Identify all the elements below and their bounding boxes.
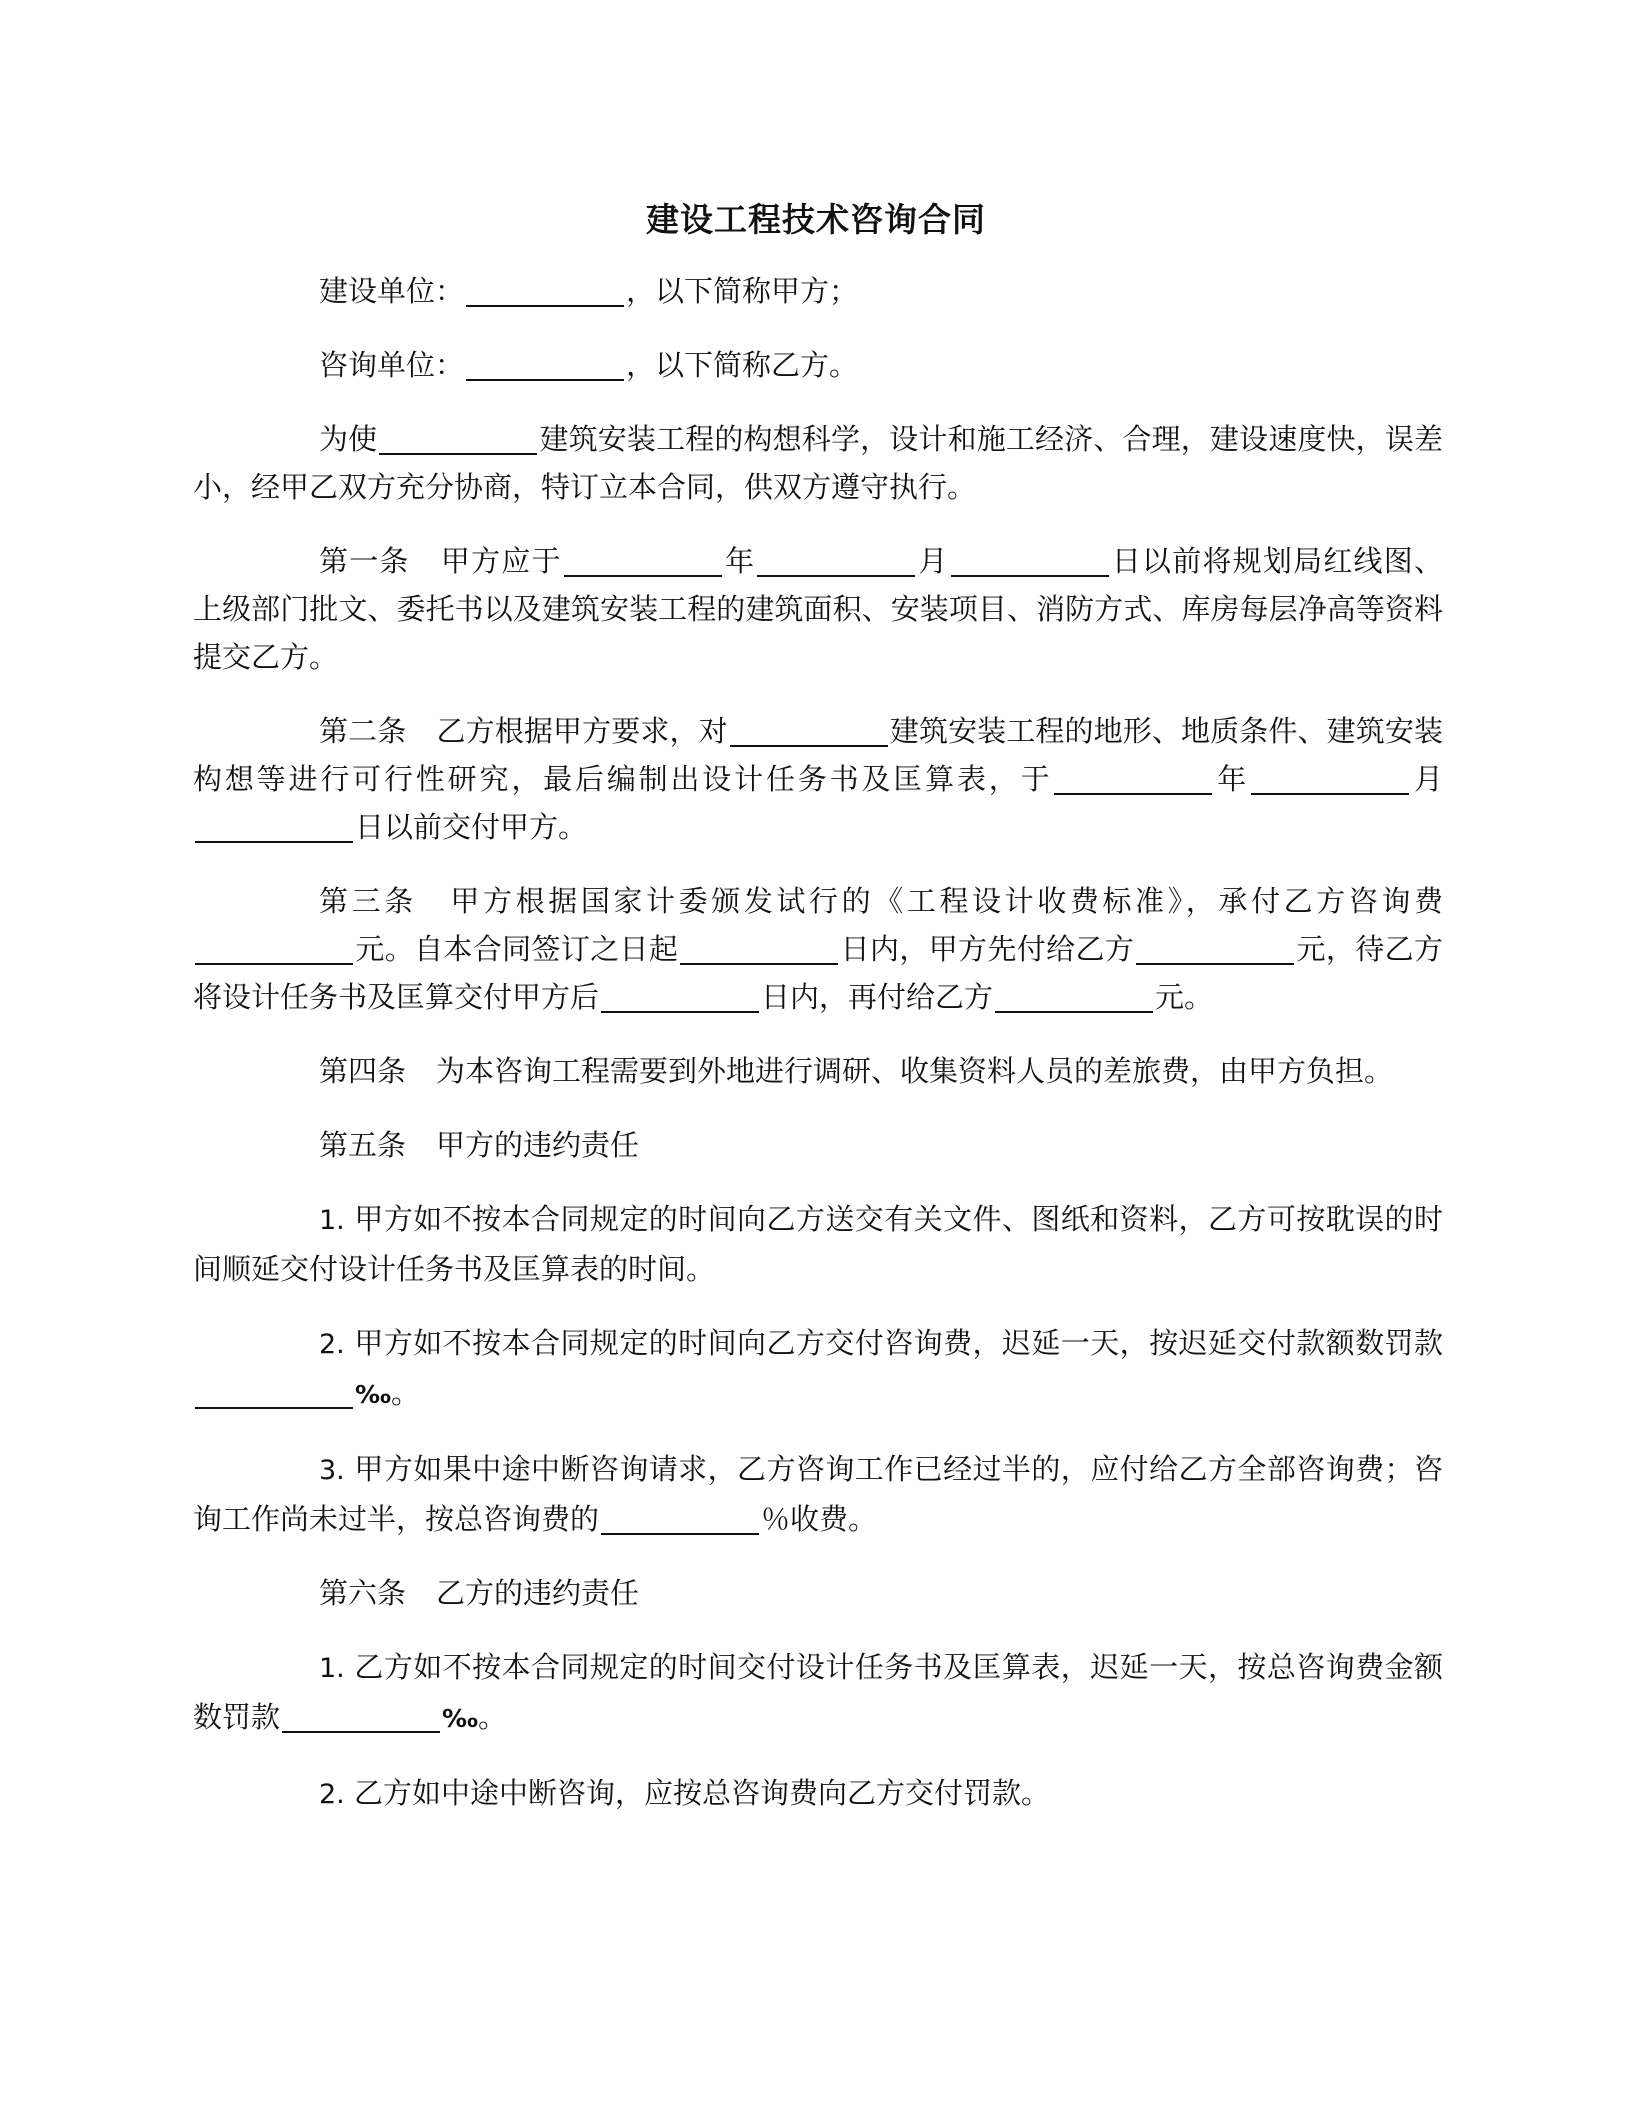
article-2-month: 月 <box>1411 762 1443 796</box>
item-end: 。 <box>478 1700 508 1734</box>
item-number: 2. <box>319 1779 345 1810</box>
item-text: 乙方如中途中断咨询，应按总咨询费向乙方交付罚款。 <box>353 1776 1050 1810</box>
article-1-month-blank <box>757 545 915 577</box>
article-3-heading: 第三条 <box>319 884 417 918</box>
article-2-project-blank <box>730 715 888 747</box>
article-2-day-blank <box>195 811 353 843</box>
party-a-blank <box>466 275 624 307</box>
article-2-heading: 第二条 <box>319 714 407 748</box>
article-2-text-2: 建筑安装工程的地形、地质条件、建筑安装构想等进行可行性研究，最后编制出设计任务书及匡算表，于 <box>193 714 1443 796</box>
article-2-year-blank <box>1054 763 1212 795</box>
article-4 <box>193 1047 1443 1095</box>
article-6-title: 乙方的违约责任 <box>436 1576 640 1610</box>
party-b-label: 咨询单位： <box>319 348 465 382</box>
article-3 <box>193 877 1443 1021</box>
article-5-item-3 <box>193 1445 1443 1543</box>
article-6 <box>193 1569 1443 1617</box>
item-text: 甲方如不按本合同规定的时间向乙方送交有关文件、图纸和资料，乙方可按耽误的时间顺延交付设计任务书及匡算表的时间。 <box>193 1202 1443 1286</box>
penalty-rate-blank <box>282 1701 440 1733</box>
article-3-text-3: 日内，甲方先付给乙方 <box>840 932 1135 966</box>
project-name-blank <box>379 423 537 455</box>
article-3-text-2: 元。自本合同签订之日起 <box>355 932 679 966</box>
article-1 <box>193 537 1443 681</box>
article-1-heading: 第一条 <box>319 544 410 578</box>
article-1-year: 年 <box>723 544 756 578</box>
item-number: 2. <box>319 1329 345 1360</box>
party-b-suffix: ，以下简称乙方。 <box>626 348 859 382</box>
contract-body <box>193 267 1443 1845</box>
article-5 <box>193 1121 1443 1169</box>
article-2-year: 年 <box>1214 762 1250 796</box>
article-5-item-1 <box>193 1195 1443 1293</box>
article-6-item-2 <box>193 1769 1443 1819</box>
preamble-text-2: 建筑安装工程的构想科学，设计和施工经济、合理，建设速度快，误差小，经甲乙双方充分协商，特订立本合同，供双方遵守执行。 <box>193 422 1443 504</box>
party-a-line <box>193 267 1443 315</box>
article-3-days2-blank <box>601 981 759 1013</box>
article-1-year-blank <box>564 545 722 577</box>
article-6-heading: 第六条 <box>319 1576 407 1610</box>
article-4-text: 为本咨询工程需要到外地进行调研、收集资料人员的差旅费，由甲方负担。 <box>436 1054 1394 1088</box>
item-text: 甲方如不按本合同规定的时间向乙方交付咨询费，迟延一天，按迟延交付款额数罚款 <box>354 1326 1443 1360</box>
article-3-fee-blank <box>195 933 353 965</box>
item-number: 1. <box>319 1205 345 1236</box>
document-title: 建设工程技术咨询合同 <box>646 200 986 239</box>
article-3-text-5: 日内，再付给乙方 <box>761 980 994 1014</box>
per-mille-sign: ‰ <box>442 1704 479 1733</box>
article-1-text-2: 日以前将规划局红线图、上级部门批文、委托书以及建筑安装工程的建筑面积、安装项目、消防方式、库房每层净高等资料提交乙方。 <box>193 544 1443 674</box>
article-5-heading: 第五条 <box>319 1128 407 1162</box>
article-3-text-6: 元。 <box>1155 980 1214 1014</box>
article-2-text-1: 乙方根据甲方要求，对 <box>436 714 728 748</box>
preamble <box>193 415 1443 511</box>
article-1-month: 月 <box>917 544 949 578</box>
preamble-text-1: 为使 <box>319 422 378 456</box>
article-3-advance-blank <box>1136 933 1294 965</box>
article-6-item-1 <box>193 1643 1443 1743</box>
per-mille-sign: ‰ <box>355 1380 391 1409</box>
article-2-text-3: 日以前交付甲方。 <box>355 810 588 844</box>
item-text: 甲方如果中途中断咨询请求，乙方咨询工作已经过半的，应付给乙方全部咨询费；咨询工作尚未过半，按总咨询费的 <box>193 1452 1443 1536</box>
party-a-label: 建设单位： <box>319 274 465 308</box>
penalty-rate-blank <box>195 1377 353 1409</box>
article-3-balance-blank <box>995 981 1153 1013</box>
article-3-text-4: 元，待乙方将设计任务书及匡算交付甲方后 <box>193 932 1443 1014</box>
item-number: 1. <box>319 1653 345 1684</box>
article-2-month-blank <box>1251 763 1409 795</box>
article-4-heading: 第四条 <box>319 1054 407 1088</box>
article-2 <box>193 707 1443 851</box>
item-end: 。 <box>391 1376 421 1410</box>
article-3-text-1: 甲方根据国家计委颁发试行的《工程设计收费标准》，承付乙方咨询费 <box>446 884 1443 918</box>
article-1-text-1: 甲方应于 <box>439 544 562 578</box>
article-5-item-2 <box>193 1319 1443 1419</box>
article-5-title: 甲方的违约责任 <box>436 1128 640 1162</box>
article-3-days-blank <box>680 933 838 965</box>
fee-percent-blank <box>601 1503 759 1535</box>
party-b-line <box>193 341 1443 389</box>
party-b-blank <box>466 349 624 381</box>
item-text: 乙方如不按本合同规定的时间交付设计任务书及匡算表，迟延一天，按总咨询费金额数罚款 <box>193 1650 1443 1734</box>
item-number: 3. <box>319 1455 345 1486</box>
party-a-suffix: ，以下简称甲方； <box>626 274 859 308</box>
item-end: ％收费。 <box>761 1502 878 1536</box>
article-1-day-blank <box>951 545 1109 577</box>
